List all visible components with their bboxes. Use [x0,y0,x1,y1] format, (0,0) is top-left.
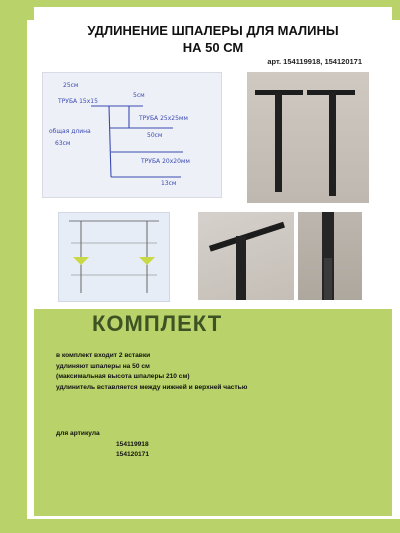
insert-closeup-photo [198,212,294,300]
kit-title: КОМПЛЕКТ [92,311,223,336]
title-line-1: УДЛИНЕНИЕ ШПАЛЕРЫ ДЛЯ МАЛИНЫ [87,23,339,38]
kit-description [56,351,247,393]
sketch-label-3: 5см [133,92,145,99]
accent-bottom-bar [0,519,400,533]
dimension-sketch [42,72,222,198]
articles-label: для артикула [56,430,100,437]
sketch-label-4: ТРУБА 25х25мм [139,115,188,122]
accent-left-bar [0,0,27,533]
sketch-label-7: 50см [147,132,163,139]
kit-line: (максимальная высота шпалеры 210 см) [56,373,190,381]
kit-line: удлиняют шпалеры на 50 см [56,362,150,370]
sketch-label-6: 63см [55,140,71,147]
article-number: 154120171 [116,451,150,458]
tube-detail-photo [298,212,362,300]
sketch-label-2: ТРУБА 15х15 [58,98,98,105]
dimension-sketch-drawing [43,73,221,197]
page-title [34,22,392,56]
sketch-label-5: общая длина [49,128,91,135]
sketch-label-9: 13см [161,180,177,187]
inserts-photo [247,72,369,203]
assembly-schematic [58,212,170,302]
kit-line: удлинитель вставляется между нижней и верхней частью [56,383,248,391]
kit-section [34,309,392,516]
kit-articles [56,429,149,461]
title-line-2: НА 50 СМ [182,40,244,55]
article-numbers: арт. 154119918, 154120171 [267,57,362,66]
sketch-label-1: 25см [63,82,79,89]
article-number: 154119918 [116,440,149,448]
kit-line: в комплект входит 2 вставки [56,352,151,359]
sketch-label-8: ТРУБА 20х20мм [141,158,190,165]
